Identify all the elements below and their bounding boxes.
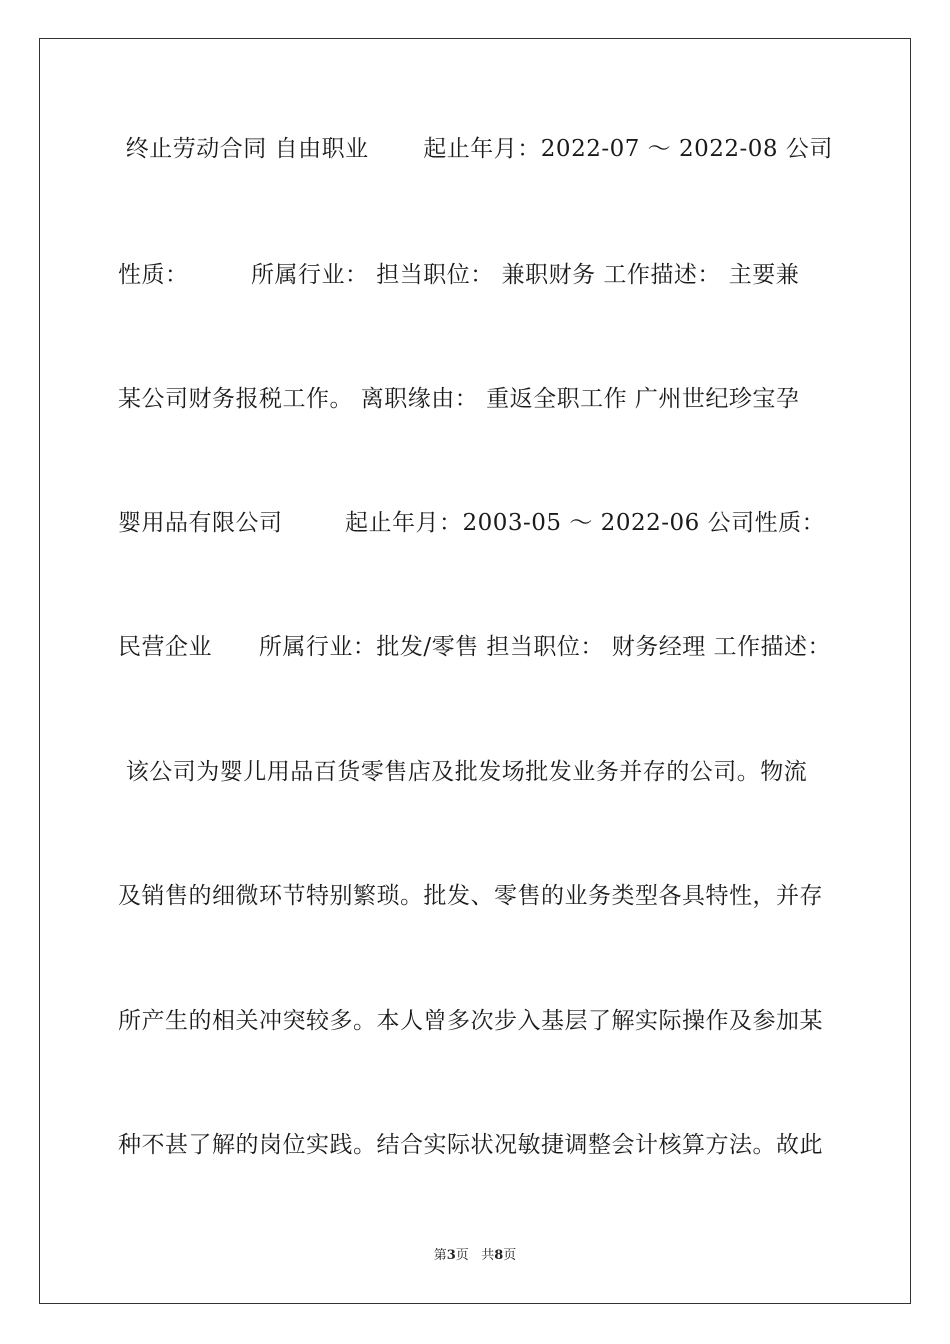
text-line-1: 终止劳动合同 自由职业 起止年月：2022-07 ～ 2022-08 公司 <box>118 136 833 162</box>
text-line-8: 所产生的相关冲突较多。本人曾多次步入基层了解实际操作及参加某 <box>118 1008 823 1034</box>
text-line-2: 性质： 所属行业： 担当职位： 兼职财务 工作描述： 主要兼 <box>118 262 800 288</box>
text-line-6: 该公司为婴儿用品百货零售店及批发场批发业务并存的公司。物流 <box>118 759 808 785</box>
footer-total-label: 页 <box>503 1248 517 1263</box>
page-footer <box>0 1248 950 1264</box>
text-line-9: 种不甚了解的岗位实践。结合实际状况敏捷调整会计核算方法。故此 <box>118 1132 823 1158</box>
text-line-7: 及销售的细微环节特别繁琐。批发、零售的业务类型各具特性，并存 <box>118 883 823 909</box>
footer-total-prefix: 共 <box>481 1248 495 1263</box>
text-line-3: 某公司财务报税工作。 离职缘由： 重返全职工作 广州世纪珍宝孕 <box>118 386 800 412</box>
total-pages-number: 8 <box>494 1248 504 1263</box>
footer-prefix: 第 <box>433 1248 447 1263</box>
text-line-5: 民营企业 所属行业：批发/零售 担当职位： 财务经理 工作描述： <box>118 634 832 660</box>
text-line-4: 婴用品有限公司 起止年月：2003-05 ～ 2022-06 公司性质： <box>118 510 826 536</box>
page-border <box>39 38 911 1304</box>
current-page-number: 3 <box>446 1248 456 1263</box>
footer-page-label: 页 <box>455 1248 469 1263</box>
